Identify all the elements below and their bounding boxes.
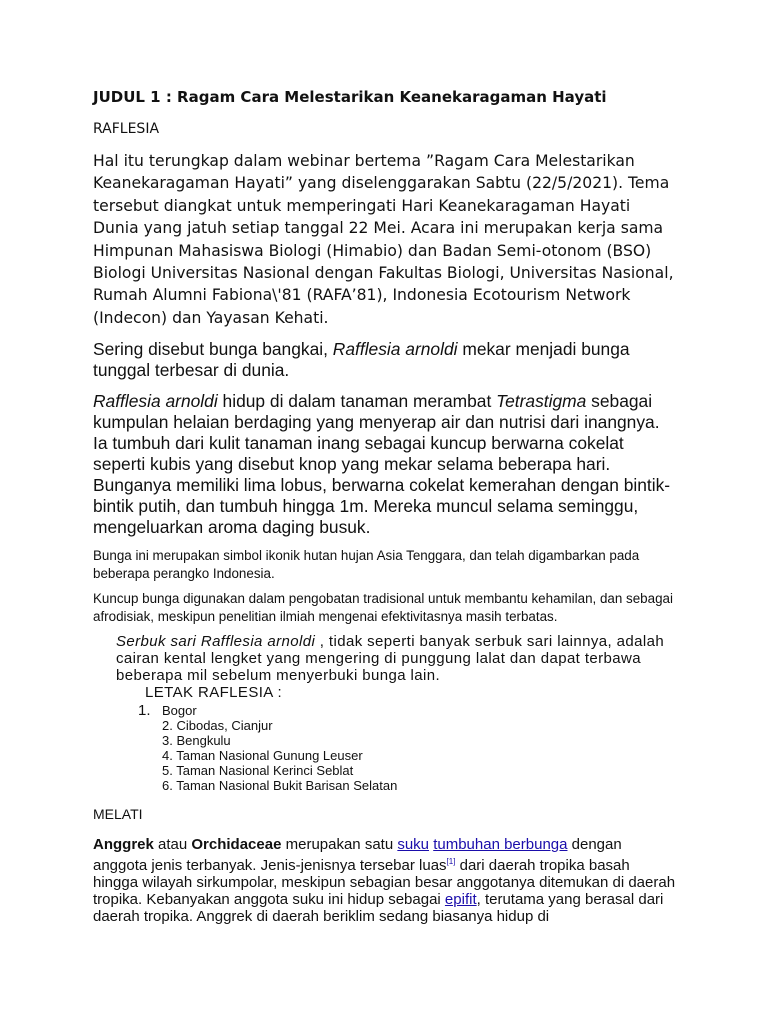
term-bold: Anggrek [93,836,154,853]
species-name: Rafflesia arnoldi [332,339,458,359]
text: dengan anggota jenis terbanyak. Jenis-jenisnya tersebar luas [93,836,622,874]
list-item: 6. Taman Nasional Bukit Barisan Selatan [162,778,398,793]
paragraph-serbuk-sari [116,633,678,684]
text: dari daerah tropika basah hingga wilayah sirkumpolar, meskipun sebagian besar anggotanya ditemukan di daerah tropika. Kebanyakan anggota suku ini hidup sebagai [93,857,676,908]
text: , terutama yang berasal dari daerah tropika. Anggrek di daerah beriklim sedang biasanya hidup di [93,891,664,925]
genus-name: Tetrastigma [496,391,587,411]
text: atau [153,836,192,853]
paragraph-simbol-ikonik: Bunga ini merupakan simbol ikonik hutan hujan Asia Tenggara, dan telah digambarkan pada beberapa perangko Indonesia. [93,548,640,581]
text: hidup di dalam tanaman merambat [217,391,497,411]
paragraph-tetrastigma [93,391,678,538]
term-bold: Orchidaceae [191,836,282,853]
text: Sering disebut bunga bangkai, [93,339,333,359]
section-heading-raflesia: RAFLESIA [93,121,160,137]
link-epifit[interactable]: epifit [444,891,477,908]
paragraph-webinar: Hal itu terungkap dalam webinar bertema ”Ragam Cara Melestarikan Keanekaragaman Hayati” yang diselenggarakan Sabtu (22/5/2021). Tema tersebut diangkat untuk memperingati Hari Keanekaragaman Hayati Dunia yang jatuh setiap tanggal 22 Mei. Acara ini merupakan kerja sama Himpunan Mahasiswa Biologi (Himabio) dan Badan Semi-otonom (BSO) Biologi Universitas Nasional dengan Fakultas Biologi, Universitas Nasional, Rumah Alumni Fabiona\'81 (RAFA’81), Indonesia Ecotourism Network (Indecon) dan Yayasan Kehati. [93,152,674,327]
paragraph-bunga-bangkai [93,339,678,381]
page-title: JUDUL 1 : Ragam Cara Melestarikan Keanekaragaman Hayati [93,88,607,106]
list-item: 3. Bengkulu [162,733,231,748]
list-item: 4. Taman Nasional Gunung Leuser [162,748,363,763]
heading-letak-raflesia: LETAK RAFLESIA : [145,684,283,701]
text: , tidak seperti banyak serbuk sari lainnya, adalah cairan kental lengket yang mengering di punggung lalat dan dapat terbawa beberapa mil sebelum menyerbuki bunga lain. [116,633,665,684]
species-name: Rafflesia arnoldi [93,391,218,411]
text-italic: Serbuk sari Rafflesia arnoldi [116,633,316,650]
reference-link[interactable]: [1] [446,857,456,866]
link-suku[interactable]: suku [397,836,430,853]
paragraph-pengobatan: Kuncup bunga digunakan dalam pengobatan tradisional untuk membantu kehamilan, dan sebagai afrodisiak, meskipun penelitian ilmiah mengenai efektivitasnya masih terbatas. [93,591,673,624]
section-heading-melati: MELATI [93,806,143,822]
text: sebagai kumpulan helaian berdaging yang menyerap air dan nutrisi dari inangnya. Ia tumbuh dari kulit tanaman inang sebagai kuncup berwarna cokelat seperti kubis yang disebut knop yang mekar selama beberapa hari. Bunganya memiliki lima lobus, berwarna cokelat kemerahan dengan bintik-bintik putih, dan tumbuh hingga 1m. Mereka muncul selama seminggu, mengeluarkan aroma daging busuk. [93,391,671,537]
paragraph-anggrek [93,836,678,925]
list-item-first [138,702,678,719]
text: merupakan satu [281,836,398,853]
link-tumbuhan-berbunga[interactable]: tumbuhan berbunga [433,836,568,853]
list-number: 1. [138,702,151,719]
list-item: 5. Taman Nasional Kerinci Seblat [162,763,354,778]
text: mekar menjadi bunga tunggal terbesar di dunia. [93,339,630,380]
location-list [162,718,678,793]
list-item: 2. Cibodas, Cianjur [162,718,273,733]
list-item-label: Bogor [162,703,197,718]
